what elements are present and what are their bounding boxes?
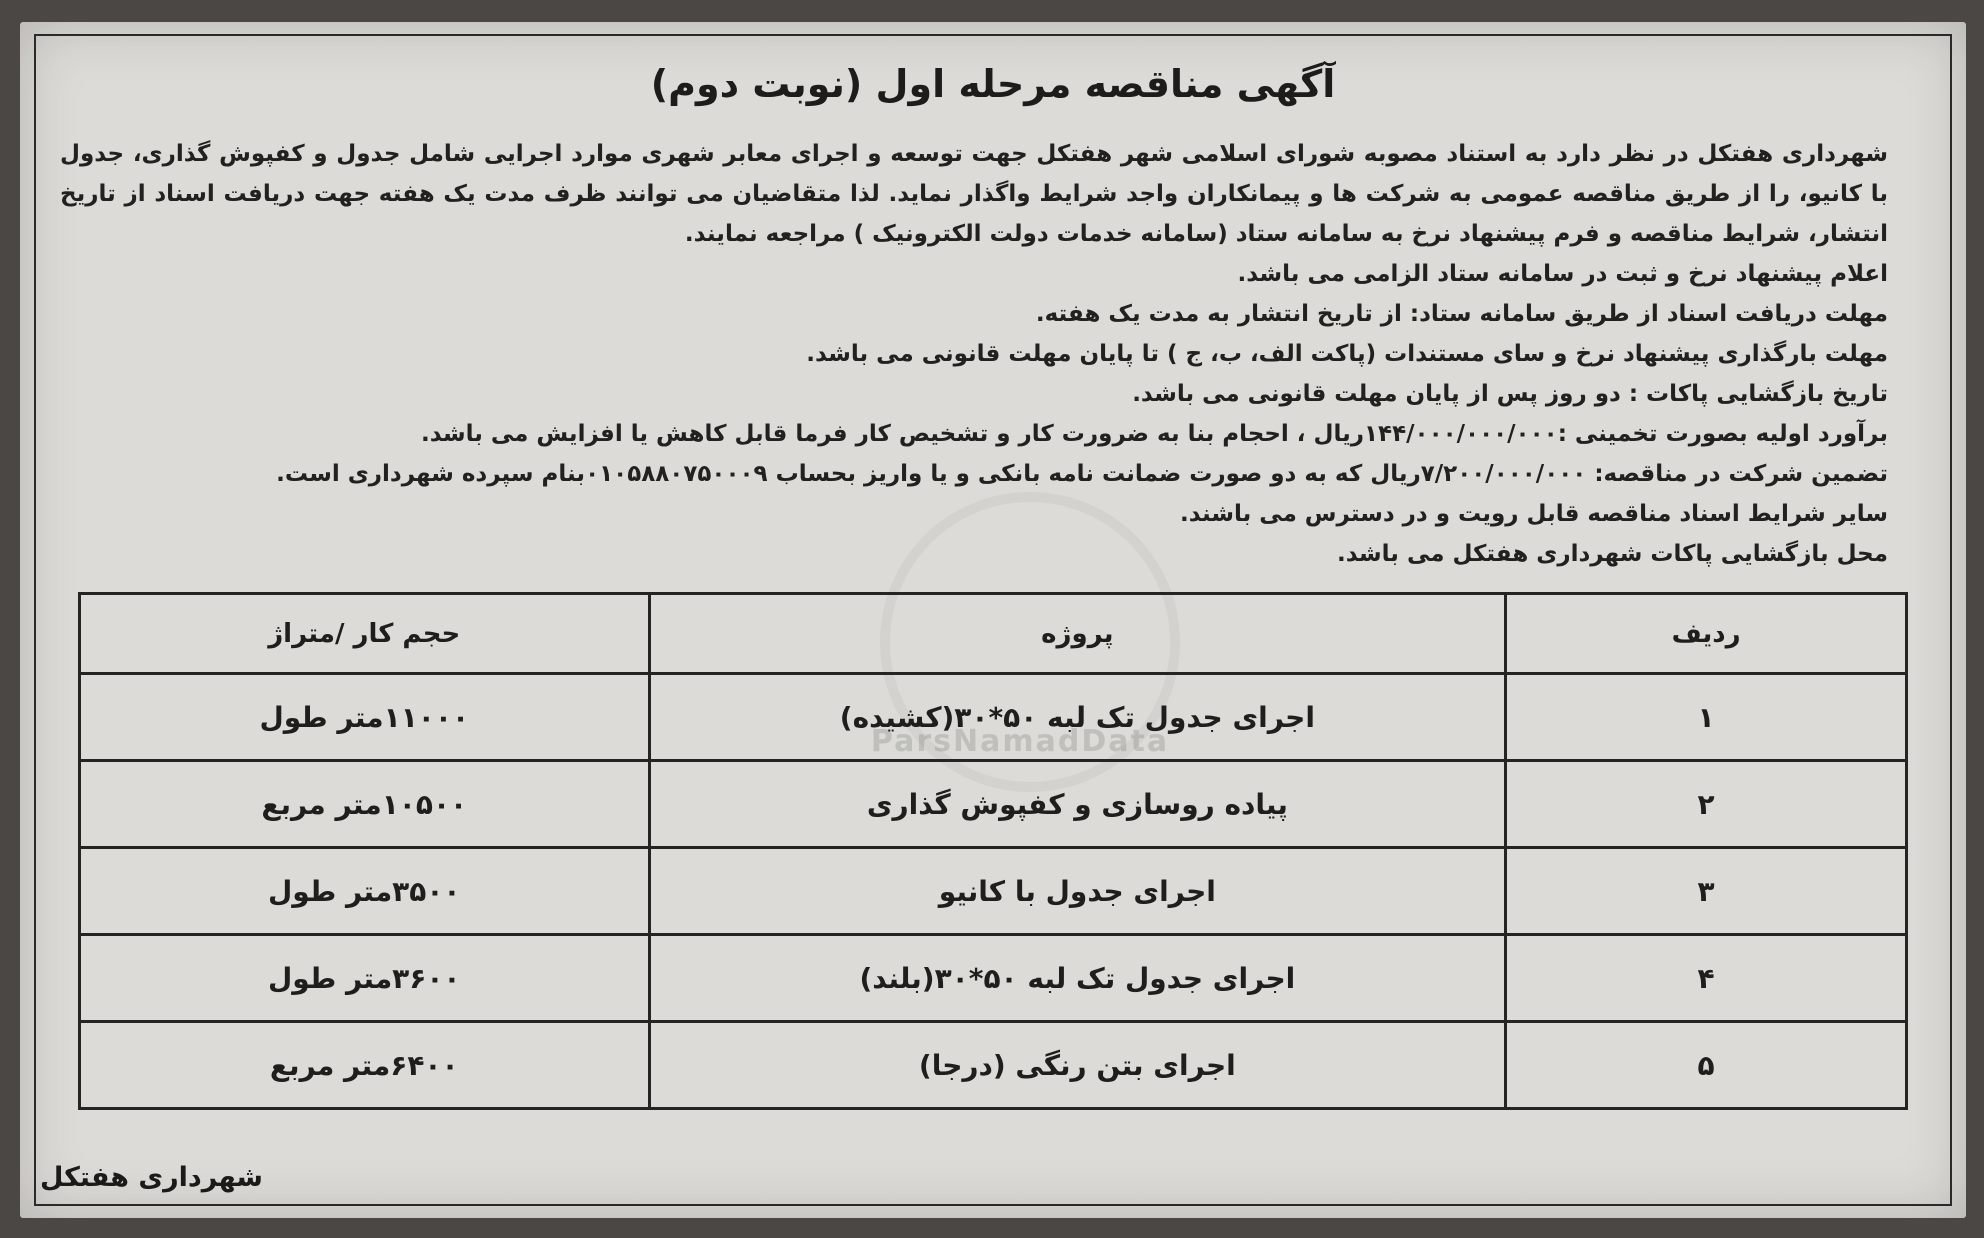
row-volume: ۳۵۰۰متر طول [80, 848, 650, 935]
line-opening-place: محل بازگشایی پاکات شهرداری هفتکل می باشد. [1337, 541, 1888, 567]
header-index: ردیف [1506, 594, 1907, 674]
header-project: پروژه [649, 594, 1506, 674]
line-guarantee: تضمین شرکت در مناقصه: ۷/۲۰۰/۰۰۰/۰۰۰ریال که به دو صورت ضمانت نامه بانکی و یا واریز بحساب ۰۱۰۵۸۸۰۷۵۰۰۰۹بنام سپرده شهرداری است. [276, 461, 1888, 487]
table-row [80, 1022, 1907, 1109]
row-volume: ۳۶۰۰متر طول [80, 935, 650, 1022]
ad-body [60, 134, 1888, 574]
header-volume: حجم کار /متراژ [80, 594, 650, 674]
row-project: اجرای جدول با کانیو [649, 848, 1506, 935]
intro-paragraph: شهرداری هفتکل در نظر دارد به استناد مصوبه شورای اسلامی شهر هفتکل جهت توسعه و اجرای معابر شهری موارد اجرایی شامل جدول و کفپوش گذاری، جدول با کانیو، را از طریق مناقصه عمومی به شرکت ها و پیمانکاران واجد شرایط واگذار نماید. لذا متقاضیان می توانند ظرف مدت یک هفته جهت دریافت اسناد از تاریخ انتشار، شرایط مناقصه و فرم پیشنهاد نرخ به سامانه ستاد (سامانه خدمات دولت الکترونیک ) مراجعه نمایند. [60, 141, 1888, 247]
issuer-signature: شهرداری هفتکل [40, 1162, 263, 1193]
table-row [80, 761, 1907, 848]
table-row [80, 935, 1907, 1022]
line-estimate: برآورد اولیه بصورت تخمینی :۱۴۴/۰۰۰/۰۰۰/۰۰۰ریال ، احجام بنا به ضرورت کار و تشخیص کار فرما قابل کاهش یا افزایش می باشد. [420, 421, 1888, 447]
row-project: اجرای جدول تک لبه ۵۰*۳۰(بلند) [649, 935, 1506, 1022]
row-project: اجرای بتن رنگی (درجا) [649, 1022, 1506, 1109]
row-index: ۱ [1506, 674, 1907, 761]
watermark: ParsNamadData [870, 724, 1170, 759]
line-other-conditions: سایر شرایط اسناد مناقصه قابل رویت و در دسترس می باشند. [1179, 501, 1888, 527]
projects-table [78, 592, 1908, 1110]
row-volume: ۱۰۵۰۰متر مربع [80, 761, 650, 848]
line-upload-deadline: مهلت بارگذاری پیشنهاد نرخ و سای مستندات (پاکت الف، ب، ج ) تا پایان مهلت قانونی می باشد. [806, 341, 1888, 367]
row-index: ۲ [1506, 761, 1907, 848]
table-row [80, 674, 1907, 761]
newspaper-clipping [20, 22, 1966, 1218]
ad-title: آگهی مناقصه مرحله اول (نوبت دوم) [650, 62, 1336, 106]
row-project: اجرای جدول تک لبه ۵۰*۳۰(کشیده) [649, 674, 1506, 761]
row-volume: ۶۴۰۰متر مربع [80, 1022, 650, 1109]
line-document-deadline: مهلت دریافت اسناد از طریق سامانه ستاد: از تاریخ انتشار به مدت یک هفته. [1035, 301, 1888, 327]
row-volume: ۱۱۰۰۰متر طول [80, 674, 650, 761]
row-index: ۵ [1506, 1022, 1907, 1109]
line-price-announcement: اعلام پیشنهاد نرخ و ثبت در سامانه ستاد الزامی می باشد. [1237, 261, 1888, 287]
line-opening-date: تاریخ بازگشایی پاکات : دو روز پس از پایان مهلت قانونی می باشد. [1132, 381, 1888, 407]
row-project: پیاده روسازی و کفپوش گذاری [649, 761, 1506, 848]
table-row [80, 848, 1907, 935]
row-index: ۴ [1506, 935, 1907, 1022]
row-index: ۳ [1506, 848, 1907, 935]
table-header-row [80, 594, 1907, 674]
